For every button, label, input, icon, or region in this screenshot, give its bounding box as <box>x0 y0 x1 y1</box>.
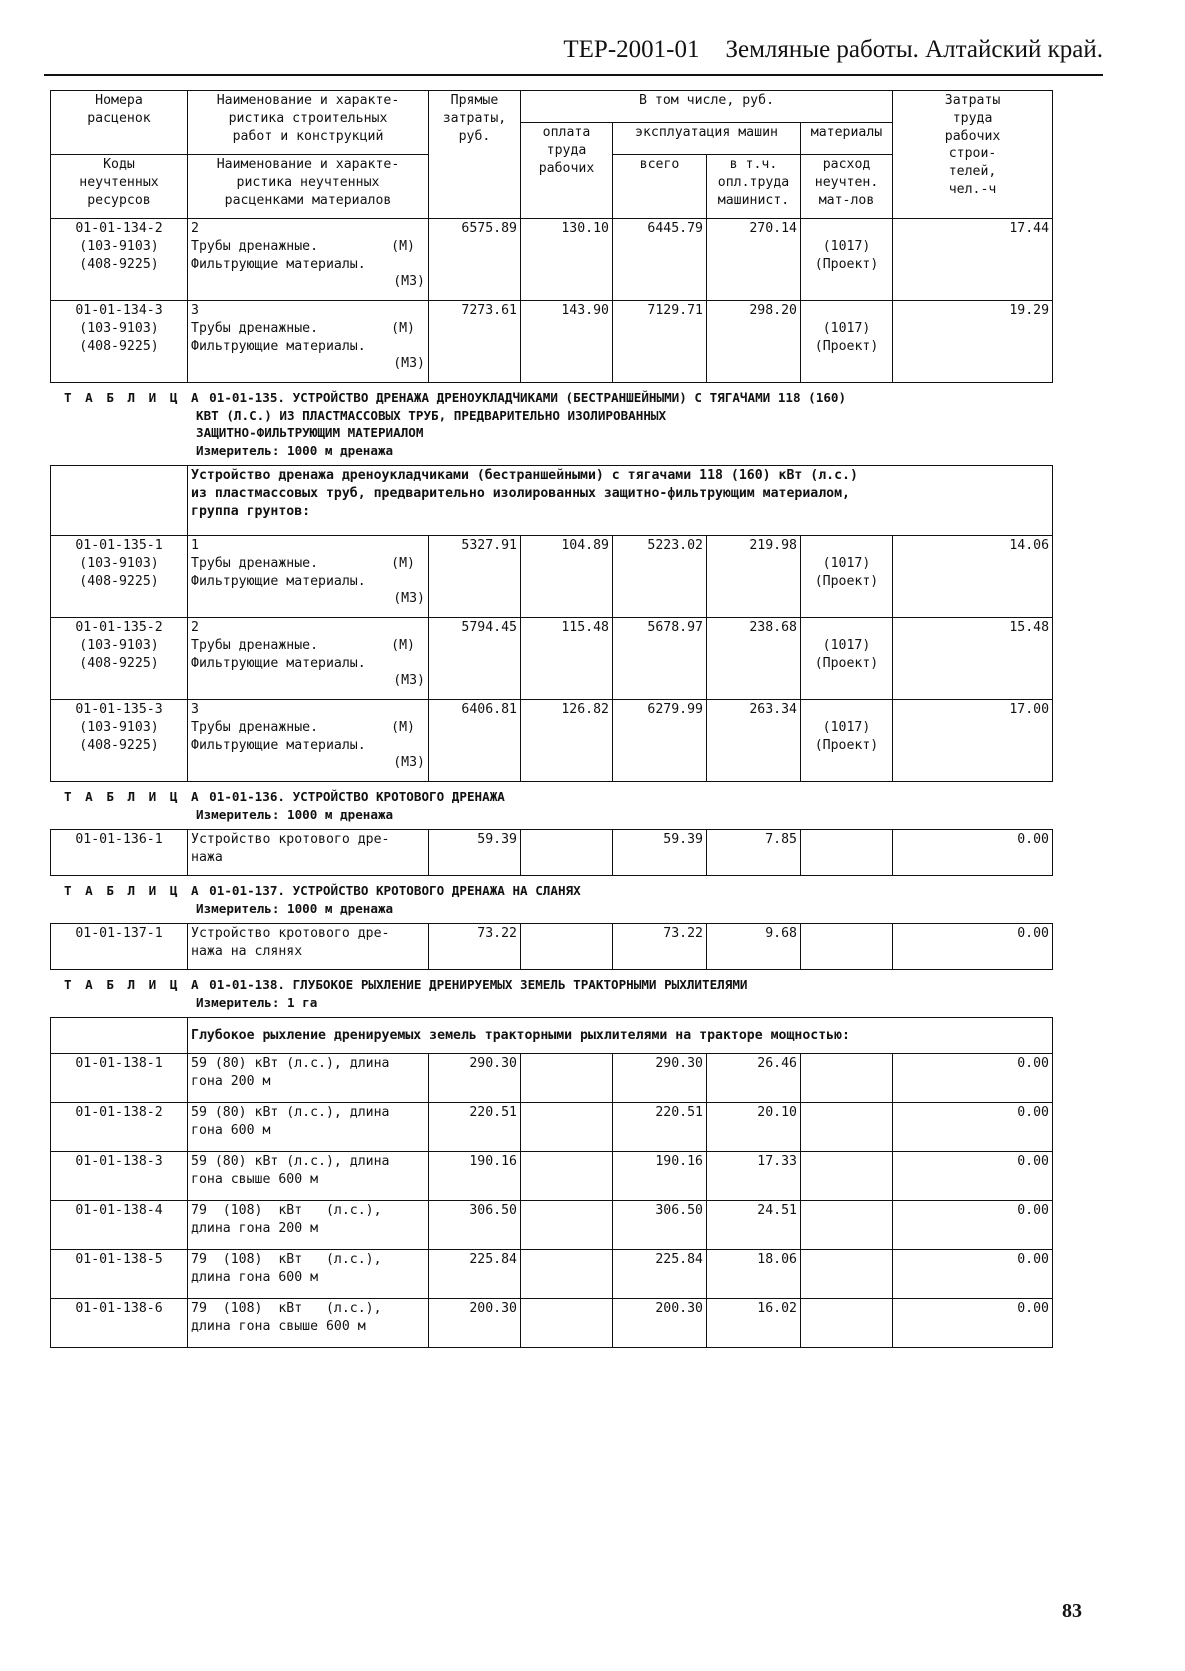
direct-cost: 190.16 <box>429 1152 521 1201</box>
header-machine-total: всего <box>613 155 707 219</box>
table-row <box>51 618 1053 700</box>
header-driver-pay: в т.ч. опл.труда машинист. <box>707 155 801 219</box>
material-name: Трубы дренажные. <box>191 320 319 336</box>
rate-name-cell <box>188 301 429 383</box>
resource-code: (103-9103) <box>79 637 159 653</box>
material-name: Фильтрующие материалы. <box>191 655 366 671</box>
direct-cost: 200.30 <box>429 1299 521 1348</box>
rate-name: Устройство кротового дре- нажа на слянях <box>188 924 429 970</box>
labor-hours: 0.00 <box>893 1250 1053 1299</box>
resource-code: (408-9225) <box>79 655 159 671</box>
consumption-value: (Проект) <box>814 256 879 272</box>
rate-name: 79 (108) кВт (л.с.), длина гона свыше 600 м <box>188 1299 429 1348</box>
driver-pay: 18.06 <box>707 1250 801 1299</box>
table-135 <box>50 465 1053 782</box>
material-name: Трубы дренажные. <box>191 555 319 571</box>
driver-pay: 7.85 <box>707 830 801 876</box>
labor-pay: 126.82 <box>521 700 613 782</box>
rate-name: 59 (80) кВт (л.с.), длина гона 200 м <box>188 1054 429 1103</box>
driver-pay: 238.68 <box>707 618 801 700</box>
material-unit: (М3) <box>393 356 425 372</box>
machine-total: 7129.71 <box>613 301 707 383</box>
material-name: Фильтрующие материалы. <box>191 573 366 589</box>
resource-code: (103-9103) <box>79 238 159 254</box>
labor-pay <box>521 1250 613 1299</box>
machine-total: 5678.97 <box>613 618 707 700</box>
rate-name: 59 (80) кВт (л.с.), длина гона свыше 600 м <box>188 1152 429 1201</box>
rate-name: Устройство кротового дре- нажа <box>188 830 429 876</box>
labor-pay: 104.89 <box>521 536 613 618</box>
driver-pay: 9.68 <box>707 924 801 970</box>
resource-code: (408-9225) <box>79 573 159 589</box>
table-137 <box>50 923 1053 970</box>
machine-total: 306.50 <box>613 1201 707 1250</box>
material-name: Трубы дренажные. <box>191 238 319 254</box>
table-row <box>51 536 1053 618</box>
section-135-meter: Измеритель: 1000 м дренажа <box>196 442 394 458</box>
machine-total: 225.84 <box>613 1250 707 1299</box>
labor-pay: 115.48 <box>521 618 613 700</box>
labor-hours: 19.29 <box>893 301 1053 383</box>
rate-name-cell <box>188 219 429 301</box>
materials-consumption <box>801 1152 893 1201</box>
driver-pay: 17.33 <box>707 1152 801 1201</box>
header-unaccounted: расход неучтен. мат-лов <box>801 155 893 219</box>
rate-code: 01-01-138-6 <box>51 1299 188 1348</box>
consumption-value: (1017) <box>822 320 871 336</box>
table-row <box>51 301 1053 383</box>
rate-code: 01-01-138-3 <box>51 1152 188 1201</box>
table-134 <box>50 90 1053 383</box>
material-line <box>191 238 425 256</box>
rate-code-cell <box>51 536 188 618</box>
material-name: Фильтрующие материалы. <box>191 256 366 272</box>
material-name: Трубы дренажные. <box>191 719 319 735</box>
rate-code: 01-01-138-5 <box>51 1250 188 1299</box>
section-136-meter: Измеритель: 1000 м дренажа <box>196 806 394 822</box>
materials-consumption <box>801 1201 893 1250</box>
direct-cost: 290.30 <box>429 1054 521 1103</box>
direct-cost: 6406.81 <box>429 700 521 782</box>
materials-consumption <box>801 1299 893 1348</box>
materials-consumption <box>801 830 893 876</box>
labor-hours: 0.00 <box>893 1054 1053 1103</box>
rate-name: 79 (108) кВт (л.с.), длина гона 200 м <box>188 1201 429 1250</box>
rate-code: 01-01-136-1 <box>51 830 188 876</box>
materials-consumption <box>801 700 893 782</box>
material-unit: (М) <box>391 238 415 254</box>
table-row <box>51 1299 1053 1348</box>
labor-pay <box>521 924 613 970</box>
labor-pay: 130.10 <box>521 219 613 301</box>
labor-pay <box>521 1152 613 1201</box>
direct-cost: 73.22 <box>429 924 521 970</box>
material-unit: (М3) <box>393 274 425 290</box>
table-row <box>51 924 1053 970</box>
consumption-value: (1017) <box>822 238 871 254</box>
rate-code: 01-01-137-1 <box>51 924 188 970</box>
rate-code: 01-01-138-4 <box>51 1201 188 1250</box>
page-content <box>50 90 1052 1348</box>
header-rate-numbers: Номера расценок <box>51 91 188 155</box>
materials-consumption <box>801 618 893 700</box>
machine-total: 220.51 <box>613 1103 707 1152</box>
header-labor-costs: Затраты труда рабочих строи- телей, чел.-ч <box>893 91 1053 219</box>
header-direct-costs: Прямые затраты, руб. <box>429 91 521 219</box>
resource-code: (408-9225) <box>79 338 159 354</box>
direct-cost: 5794.45 <box>429 618 521 700</box>
rate-name-cell <box>188 536 429 618</box>
driver-pay: 270.14 <box>707 219 801 301</box>
material-name: Фильтрующие материалы. <box>191 737 366 753</box>
group-135-text: Устройство дренажа дреноукладчиками (бестраншейными) с тягачами 118 (160) кВт (л.с.) из пластмассовых труб, предварительно изолированных защитно-фильтрующим материалом, группа грунтов: <box>188 466 1053 536</box>
resource-code: (408-9225) <box>79 256 159 272</box>
labor-hours: 0.00 <box>893 1152 1053 1201</box>
table-138 <box>50 1017 1053 1348</box>
section-135-title: Т А Б Л И Ц А 01-01-135. УСТРОЙСТВО ДРЕНАЖА ДРЕНОУКЛАДЧИКАМИ (БЕСТРАНШЕЙНЫМИ) С ТЯГАЧАМИ 118 (160) КВТ (Л.С.) ИЗ ПЛАСТМАССОВЫХ ТРУБ, ПРЕДВАРИТЕЛЬНО ИЗОЛИРОВАННЫХ ЗАЩИТНО-ФИЛЬТРУЮЩИМ МАТЕРИАЛОМ Измеритель: 1000 м дренажа <box>64 389 1052 459</box>
rate-variant-number: 1 <box>191 538 199 553</box>
table-row <box>51 1201 1053 1250</box>
machine-total: 73.22 <box>613 924 707 970</box>
material-unit: (М3) <box>393 755 425 771</box>
header-work-name: Наименование и характе- ристика строительных работ и конструкций <box>188 91 429 155</box>
rate-code-cell <box>51 301 188 383</box>
consumption-value: (Проект) <box>814 338 879 354</box>
machine-total: 6279.99 <box>613 700 707 782</box>
doc-code: ТЕР-2001-01 <box>563 36 700 63</box>
labor-hours: 15.48 <box>893 618 1053 700</box>
material-name: Трубы дренажные. <box>191 637 319 653</box>
table-row <box>51 830 1053 876</box>
driver-pay: 16.02 <box>707 1299 801 1348</box>
materials-consumption <box>801 1250 893 1299</box>
direct-cost: 59.39 <box>429 830 521 876</box>
section-137-meter: Измеритель: 1000 м дренажа <box>196 900 394 916</box>
labor-pay <box>521 1054 613 1103</box>
table-136 <box>50 829 1053 876</box>
resource-code: (408-9225) <box>79 737 159 753</box>
labor-hours: 14.06 <box>893 536 1053 618</box>
header-resource-codes: Коды неучтенных ресурсов <box>51 155 188 219</box>
doc-title: Земляные работы. Алтайский край. <box>725 36 1103 63</box>
header-machine-op: эксплуатация машин <box>613 123 801 155</box>
material-unit: (М3) <box>393 591 425 607</box>
direct-cost: 220.51 <box>429 1103 521 1152</box>
materials-consumption <box>801 219 893 301</box>
materials-consumption <box>801 301 893 383</box>
labor-hours: 0.00 <box>893 1299 1053 1348</box>
material-name: Фильтрующие материалы. <box>191 338 366 354</box>
rate-code-cell <box>51 618 188 700</box>
labor-pay <box>521 830 613 876</box>
table-row <box>51 1103 1053 1152</box>
table-row <box>51 219 1053 301</box>
rate-code: 01-01-138-2 <box>51 1103 188 1152</box>
labor-pay <box>521 1299 613 1348</box>
labor-hours: 17.00 <box>893 700 1053 782</box>
rate-code-cell <box>51 700 188 782</box>
labor-hours: 0.00 <box>893 1103 1053 1152</box>
machine-total: 6445.79 <box>613 219 707 301</box>
resource-code: (103-9103) <box>79 320 159 336</box>
table-row <box>51 1250 1053 1299</box>
driver-pay: 219.98 <box>707 536 801 618</box>
table-row <box>51 1054 1053 1103</box>
consumption-value: (1017) <box>822 555 871 571</box>
consumption-value: (Проект) <box>814 573 879 589</box>
material-unit: (М) <box>391 719 415 735</box>
machine-total: 200.30 <box>613 1299 707 1348</box>
labor-pay <box>521 1103 613 1152</box>
header-materials: материалы <box>801 123 893 155</box>
rate-code: 01-01-134-3 <box>75 303 163 318</box>
machine-total: 5223.02 <box>613 536 707 618</box>
material-line <box>191 719 425 737</box>
labor-hours: 0.00 <box>893 1201 1053 1250</box>
material-line <box>191 637 425 655</box>
direct-cost: 225.84 <box>429 1250 521 1299</box>
resource-code: (103-9103) <box>79 719 159 735</box>
material-unit: (М3) <box>393 673 425 689</box>
material-line <box>191 555 425 573</box>
rate-variant-number: 3 <box>191 303 199 318</box>
material-unit: (М) <box>391 555 415 571</box>
group-138-text: Глубокое рыхление дренируемых земель тракторными рыхлителями на тракторе мощностью: <box>188 1018 1053 1054</box>
table-row <box>51 1152 1053 1201</box>
rate-name-cell <box>188 700 429 782</box>
rate-variant-number: 3 <box>191 702 199 717</box>
header-including: В том числе, руб. <box>521 91 893 123</box>
rate-name-cell <box>188 618 429 700</box>
rate-code: 01-01-138-1 <box>51 1054 188 1103</box>
labor-hours: 0.00 <box>893 924 1053 970</box>
rate-variant-number: 2 <box>191 620 199 635</box>
material-line <box>191 320 425 338</box>
labor-hours: 17.44 <box>893 219 1053 301</box>
rate-code: 01-01-135-3 <box>75 702 163 717</box>
materials-consumption <box>801 924 893 970</box>
materials-consumption <box>801 536 893 618</box>
page-header <box>44 30 1103 76</box>
machine-total: 290.30 <box>613 1054 707 1103</box>
rate-variant-number: 2 <box>191 221 199 236</box>
table-row <box>51 700 1053 782</box>
consumption-value: (1017) <box>822 637 871 653</box>
consumption-value: (Проект) <box>814 737 879 753</box>
labor-pay: 143.90 <box>521 301 613 383</box>
section-136-title: Т А Б Л И Ц А 01-01-136. УСТРОЙСТВО КРОТОВОГО ДРЕНАЖА Измеритель: 1000 м дренажа <box>64 788 1052 823</box>
materials-consumption <box>801 1054 893 1103</box>
labor-pay <box>521 1201 613 1250</box>
driver-pay: 26.46 <box>707 1054 801 1103</box>
section-137-title: Т А Б Л И Ц А 01-01-137. УСТРОЙСТВО КРОТОВОГО ДРЕНАЖА НА СЛАНЯХ Измеритель: 1000 м дренажа <box>64 882 1052 917</box>
consumption-value: (1017) <box>822 719 871 735</box>
rate-code: 01-01-134-2 <box>75 221 163 236</box>
machine-total: 59.39 <box>613 830 707 876</box>
driver-pay: 298.20 <box>707 301 801 383</box>
direct-cost: 5327.91 <box>429 536 521 618</box>
driver-pay: 24.51 <box>707 1201 801 1250</box>
resource-code: (103-9103) <box>79 555 159 571</box>
direct-cost: 7273.61 <box>429 301 521 383</box>
driver-pay: 263.34 <box>707 700 801 782</box>
rate-code: 01-01-135-1 <box>75 538 163 553</box>
header-material-name: Наименование и характе- ристика неучтенных расценками материалов <box>188 155 429 219</box>
machine-total: 190.16 <box>613 1152 707 1201</box>
direct-cost: 306.50 <box>429 1201 521 1250</box>
consumption-value: (Проект) <box>814 655 879 671</box>
labor-hours: 0.00 <box>893 830 1053 876</box>
rate-name: 79 (108) кВт (л.с.), длина гона 600 м <box>188 1250 429 1299</box>
rate-code: 01-01-135-2 <box>75 620 163 635</box>
material-unit: (М) <box>391 320 415 336</box>
driver-pay: 20.10 <box>707 1103 801 1152</box>
material-unit: (М) <box>391 637 415 653</box>
rate-name: 59 (80) кВт (л.с.), длина гона 600 м <box>188 1103 429 1152</box>
direct-cost: 6575.89 <box>429 219 521 301</box>
section-138-title: Т А Б Л И Ц А 01-01-138. ГЛУБОКОЕ РЫХЛЕНИЕ ДРЕНИРУЕМЫХ ЗЕМЕЛЬ ТРАКТОРНЫМИ РЫХЛИТЕЛЯМИ Измеритель: 1 га <box>64 976 1052 1011</box>
header-labor-pay: оплата труда рабочих <box>521 123 613 219</box>
page-number: 83 <box>1062 1600 1082 1622</box>
rate-code-cell <box>51 219 188 301</box>
materials-consumption <box>801 1103 893 1152</box>
section-138-meter: Измеритель: 1 га <box>196 994 318 1010</box>
